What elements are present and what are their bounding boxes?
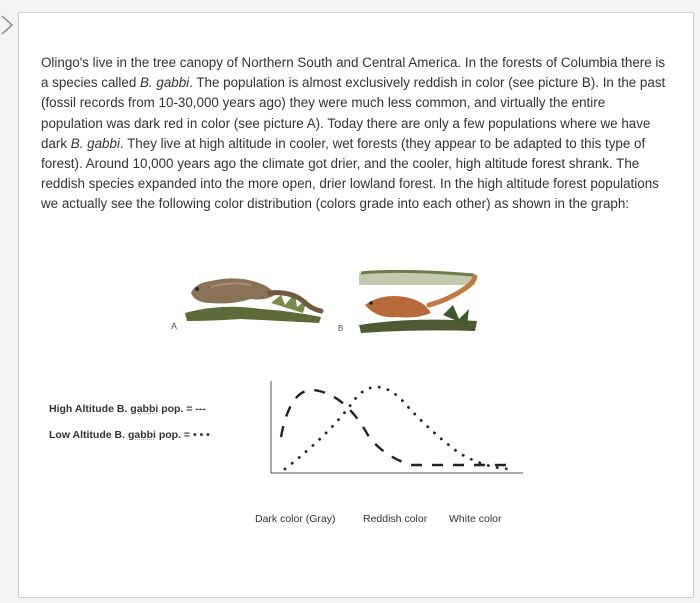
chevron-right-icon: [0, 14, 16, 36]
low-altitude-curve: [285, 387, 513, 469]
question-card: [18, 12, 694, 598]
x-label-dark: Dark color (Gray): [255, 513, 336, 525]
legend-high-altitude: High Altitude B. gabbi pop. = ---: [49, 403, 206, 415]
picture-a-label: A: [171, 321, 178, 331]
olingo-picture-a: [185, 278, 321, 323]
color-distribution-graph: [251, 375, 531, 485]
x-label-reddish: Reddish color: [363, 513, 428, 525]
olingo-illustration: [181, 265, 481, 335]
olingo-picture-b: [359, 271, 477, 333]
high-altitude-curve: [281, 390, 513, 465]
passage-text: Olingo's live in the tree canopy of Northern South and Central America. In the forests of Columbia there is a species called B. gabbi. The population is almost exclusively reddish in color (see picture B). In the past (fossil records from 10-30,000 years ago) they were much less common, and virtually the entire population was dark red in color (see picture A). Today there are only a few populations where we have dark B. gabbi. They live at high altitude in cooler, wet forests (they appear to be adapted to this type of forest). Around 10,000 years ago the climate got drier, and the cooler, high altitude forest shrank. The reddish species expanded into the more open, drier lowland forest. In the high altitude forest populations we actually see the following color distribution (colors grade into each other) as shown in the graph:: [41, 55, 666, 212]
x-label-white: White color: [449, 513, 502, 525]
legend-low-altitude: Low Altitude B. gabbi pop. = • • •: [49, 429, 210, 441]
picture-b-label: B: [338, 324, 344, 333]
